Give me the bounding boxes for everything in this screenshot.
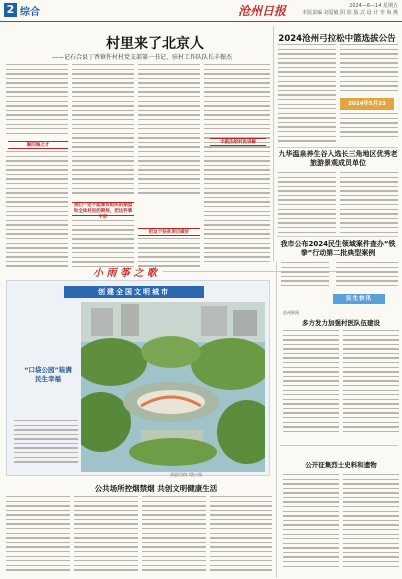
banner-rule (163, 271, 363, 272)
right-divider-1 (277, 147, 398, 148)
right-article-body-2 (340, 44, 398, 96)
right-article-3-body-b (336, 262, 398, 288)
right-article-title: 2024沧州弓拉松中篮选拔公告 (278, 34, 396, 44)
masthead-logo: 沧州日报 (238, 4, 287, 18)
right-headline-5: 公开征集烈士史料和遗物 (305, 461, 377, 469)
main-headline: 村里来了北京人 (106, 36, 204, 52)
news-tag: 沧州新闻 (283, 310, 299, 315)
bottom-col-3 (142, 496, 206, 576)
right-headline-2: 九华温泉养生谷入选长三角地区优秀老旅游景观成员单位 (278, 150, 398, 167)
right-article-body-3 (340, 113, 398, 143)
park-aerial-photo (81, 302, 265, 472)
main-article-col-1 (6, 64, 68, 139)
right-article-body (278, 44, 336, 144)
photo-feature-title: 创建全国文明城市 (64, 286, 204, 298)
bottom-headline: 公共场所控烟禁烟 共创文明健康生活 (94, 484, 218, 493)
main-sub-heading-3: 把这个扶贫项目做好 (138, 228, 200, 236)
right-article-4-body-b (343, 330, 399, 440)
bottom-col-4 (210, 496, 272, 576)
page-number: 2 (4, 3, 17, 17)
photo-caption: 改造后的口袋公园 (170, 472, 202, 477)
section-name: 综合 (20, 7, 40, 18)
right-divider-2 (277, 236, 398, 237)
bottom-col-2 (74, 496, 138, 576)
main-article-col-1b (6, 151, 68, 271)
date-info (302, 3, 398, 17)
right-article-3-body (281, 262, 329, 288)
page-header (0, 0, 402, 22)
photo-feature-quote: “口袋公园”装满民生幸福 (24, 366, 72, 383)
right-headline-4: 多方发力加强村医队伍建设 (302, 319, 380, 327)
bottom-col-1 (6, 496, 70, 576)
main-subheadline: ——记石合县丁香镇仵村村党支部第一书记、驻村工作队队长丰振杰 (51, 54, 232, 61)
photo-caption-small: 丰振杰给村民讲解 (210, 138, 266, 146)
right-article-2-body (278, 172, 336, 234)
date-line: 2024—6—14 星期五 (349, 3, 398, 9)
right-divider-3 (280, 445, 398, 446)
right-article-5-body (283, 474, 339, 574)
park-photo-image (81, 302, 265, 472)
main-sub-heading-1: 聚四海之才 (8, 141, 68, 149)
brief-news-label: 民生快讯 (333, 294, 385, 304)
right-headline-3: 我市公布2024民生领域案件查办“铁拳”行动第二批典型案例 (280, 240, 396, 257)
banner-title: 小 雨 筝 之 歌 (93, 268, 157, 279)
right-article-2-body-b (340, 172, 398, 234)
photo-feature-text (14, 420, 78, 466)
main-sub-heading-2: 我们一定不能辜负组织的期望和全体村民的期待，把这件事干好 (73, 203, 133, 220)
column-rule-lower (276, 262, 277, 577)
main-article-col-3 (138, 64, 200, 199)
right-article-4-body (283, 330, 339, 440)
main-article-col-4 (204, 64, 270, 269)
column-rule (273, 26, 274, 262)
main-article-col-2 (72, 64, 134, 199)
date-badge: 2024年5月23 (340, 98, 394, 110)
main-article-col-2b (72, 220, 134, 270)
right-article-5-body-b (343, 474, 399, 574)
editor-line: 本版责编 刘爱敏 阴 影 版 式 设 计 李 海 燕 (302, 10, 398, 16)
